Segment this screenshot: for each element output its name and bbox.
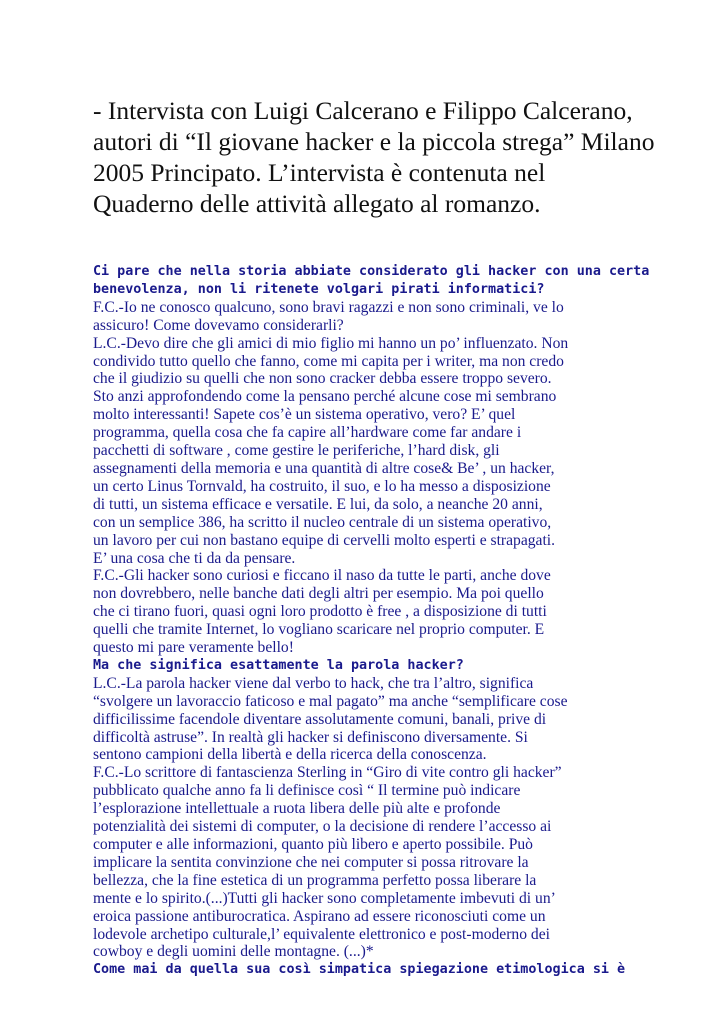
interview-answer-line: mente e lo spirito.(...)Tutti gli hacker sono completamente imbevuti di un’	[93, 889, 556, 907]
interview-question-line: Ma che significa esattamente la parola hacker?	[93, 657, 464, 673]
interview-answer-line: eroica passione antiburocratica. Aspirano ad essere riconosciuti come un	[93, 907, 546, 925]
interview-answer-line: implicare la sentita convinzione che nei computer si possa ritrovare la	[93, 853, 529, 871]
interview-answer-line: molto interessanti! Sapete cos’è un sistema operativo, vero? E’ quel	[93, 406, 516, 424]
interview-answer-line: difficilissime facendole diventare assolutamente comuni, banali, prive di	[93, 710, 547, 728]
interview-answer-line: assegnamenti della memoria e una quantità di altre cose& Be’ , un hacker,	[93, 459, 555, 477]
interview-answer-line: con un semplice 386, ha scritto il nucleo centrale di un sistema operativo,	[93, 513, 552, 531]
interview-answer-line: pacchetti di software , come gestire le periferiche, l’hard disk, gli	[93, 442, 500, 460]
interview-answer-line: F.C.-Io ne conosco qualcuno, sono bravi ragazzi e non sono criminali, ve lo	[93, 298, 564, 316]
interview-answer-line: non dovrebbero, nelle banche dati degli altri per esempio. Ma poi quello	[93, 585, 544, 603]
interview-answer-line: di tutti, un sistema efficace e versatile. E lui, da solo, a neanche 20 anni,	[93, 495, 543, 513]
interview-answer-line: questo mi pare veramente bello!	[93, 639, 294, 657]
interview-answer-line: L.C.-La parola hacker viene dal verbo to hack, che tra l’altro, significa	[93, 674, 534, 692]
interview-answer-line: cowboy e degli uomini delle montagne. (...)*	[93, 943, 374, 961]
interview-answer-line: l’esplorazione intellettuale a ruota libera delle più alte e profonde	[93, 800, 501, 818]
document-title	[93, 95, 653, 219]
interview-answer-line: condivido tutto quello che fanno, come mi capita per i writer, ma non credo	[93, 352, 564, 370]
interview-question-line: benevolenza, non li ritenete volgari pirati informatici?	[93, 281, 545, 297]
interview-answer-line: assicuro! Come dovevamo considerarli?	[93, 316, 344, 334]
interview-answer-line: che il giudizio su quelli che non sono cracker debba essere troppo severo.	[93, 370, 552, 388]
interview-answer-line: quelli che tramite Internet, lo vogliano scaricare nel proprio computer. E	[93, 621, 545, 639]
interview-answer-line: F.C.-Gli hacker sono curiosi e ficcano il naso da tutte le parti, anche dove	[93, 567, 551, 585]
interview-answer-line: F.C.-Lo scrittore di fantascienza Sterling in “Giro di vite contro gli hacker”	[93, 764, 562, 782]
interview-answer-line: E’ una cosa che ti da da pensare.	[93, 549, 296, 567]
interview-answer-line: potenzialità dei sistemi di computer, o la decisione di rendere l’accesso ai	[93, 818, 552, 836]
interview-body	[93, 263, 653, 979]
interview-answer-line: lodevole archetipo culturale,l’ equivalente elettronico e post-moderno dei	[93, 925, 550, 943]
interview-question-line: Ci pare che nella storia abbiate considerato gli hacker con una certa	[93, 264, 650, 279]
interview-answer-line: bellezza, che la fine estetica di un programma perfetto possa liberare la	[93, 871, 537, 889]
interview-answer-line: difficoltà astruse”. In realtà gli hacker si definiscono diversamente. Si	[93, 728, 528, 746]
interview-question-line: Come mai da quella sua così simpatica spiegazione etimologica si è	[93, 962, 626, 978]
interview-answer-line: computer e alle informazioni, quanto più libero e aperto possibile. Può	[93, 836, 533, 853]
interview-answer-line: L.C.-Devo dire che gli amici di mio figlio mi hanno un po’ influenzato. Non	[93, 334, 569, 352]
interview-answer-line: un certo Linus Tornvald, ha costruito, il suo, e lo ha messo a disposizione	[93, 477, 551, 495]
interview-answer-line: “svolgere un lavoraccio faticoso e mal pagato” ma anche “semplificare cose	[93, 692, 568, 710]
interview-answer-line: Sto anzi approfondendo come la pensano perché alcune cose mi sembrano	[93, 388, 557, 406]
interview-answer-line: che ci tirano fuori, quasi ogni loro prodotto è free , a disposizione di tutti	[93, 603, 547, 621]
title-line: autori di “Il giovane hacker e la piccola strega” Milano	[93, 127, 655, 156]
interview-answer-line: programma, quella cosa che fa capire all’hardware come far andare i	[93, 424, 522, 442]
interview-answer-line: un lavoro per cui non bastano equipe di cervelli molto esperti e strapagati.	[93, 531, 556, 549]
title-line: - Intervista con Luigi Calcerano e Filippo Calcerano,	[93, 96, 633, 125]
interview-answer-line: sentono campioni della libertà e della ricerca della conoscenza.	[93, 746, 487, 764]
title-line: Quaderno delle attività allegato al romanzo.	[93, 189, 541, 218]
interview-answer-line: pubblicato qualche anno fa li definisce così “ Il termine può indicare	[93, 782, 521, 800]
title-line: 2005 Principato. L’intervista è contenuta nel	[93, 158, 546, 187]
